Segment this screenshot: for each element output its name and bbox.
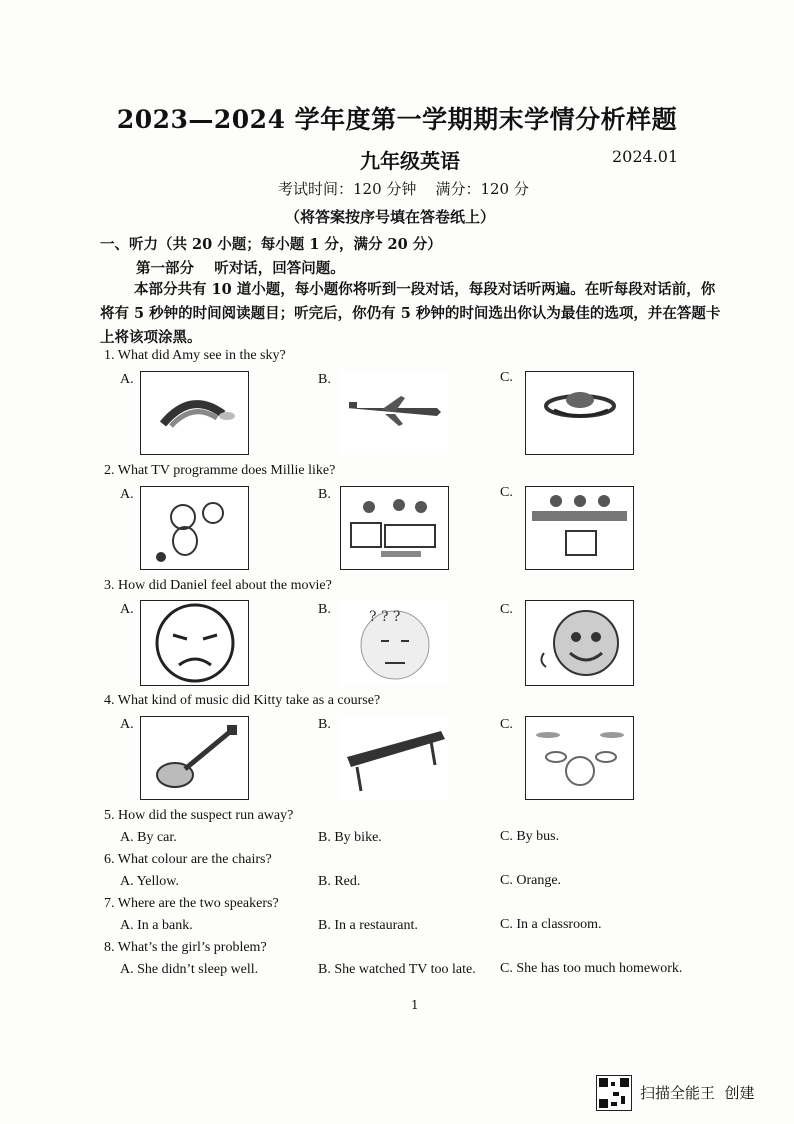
section-heading: 一、听力（共 20 小题；每小题 1 分，满分 20 分） — [100, 236, 442, 253]
option-label: A. — [120, 602, 134, 617]
answer-notice: （将答案按序号填在答卷纸上） — [285, 208, 496, 226]
exam-date: 2024.01 — [612, 147, 679, 166]
option-label: C. — [500, 602, 513, 617]
svg-text:? ? ?: ? ? ? — [369, 609, 401, 625]
page-number: 1 — [411, 998, 419, 1012]
exam-info: 考试时间：120 分钟 满分：120 分 — [278, 180, 529, 198]
question-stem: 7. Where are the two speakers? — [104, 896, 279, 911]
rainbow-icon — [140, 371, 249, 455]
instructions: 本部分共有 10 道小题，每小题你将听到一段对话，每段对话听两遍。在听每段对话前，你将有 5 秒钟的时间阅读题目；听完后，你仍有 5 秒钟的时间选出你认为最佳的选项，并在答题卡上将该项涂黑。 — [100, 281, 721, 346]
part-heading: 第一部分 听对话，回答问题。 — [136, 260, 345, 277]
option-label: B. By bike. — [318, 830, 382, 845]
option-label: B. Red. — [318, 874, 361, 889]
option-label: C. She has too much homework. — [500, 961, 683, 976]
option-label: A. Yellow. — [120, 874, 179, 889]
talk-show-icon — [340, 486, 449, 570]
option-label: C. In a classroom. — [500, 917, 602, 932]
option-label: B. — [318, 717, 331, 732]
option-label: A. — [120, 717, 134, 732]
option-label: B. — [318, 487, 331, 502]
cartoon-pigs-icon — [140, 486, 249, 570]
option-label: B. — [318, 372, 331, 387]
option-label: A. By car. — [120, 830, 177, 845]
option-label: C. — [500, 485, 513, 500]
question-stem: 4. What kind of music did Kitty take as a course? — [104, 693, 381, 708]
question-stem: 6. What colour are the chairs? — [104, 852, 272, 867]
page-subtitle: 九年级英语 — [360, 149, 460, 173]
option-label: C. — [500, 717, 513, 732]
ufo-icon — [525, 371, 634, 455]
option-label: B. In a restaurant. — [318, 918, 418, 933]
option-label: C. By bus. — [500, 829, 560, 844]
page-title: 2023—2024 学年度第一学期期末学情分析样题 — [116, 105, 678, 134]
sad-face-icon — [140, 600, 249, 686]
option-label: A. — [120, 372, 134, 387]
airplane-icon — [340, 371, 449, 455]
question-stem: 3. How did Daniel feel about the movie? — [104, 578, 332, 593]
qr-code-icon — [596, 1075, 632, 1111]
question-stem: 2. What TV programme does Millie like? — [104, 463, 336, 478]
scanner-watermark: 扫描全能王 创建 — [640, 1084, 755, 1102]
guzheng-icon — [340, 716, 449, 800]
option-label: A. — [120, 487, 134, 502]
question-stem: 1. What did Amy see in the sky? — [104, 348, 286, 363]
option-label: A. In a bank. — [120, 918, 193, 933]
happy-face-icon — [525, 600, 634, 686]
option-label: A. She didn’t sleep well. — [120, 962, 259, 977]
option-label: C. — [500, 370, 513, 385]
option-label: B. She watched TV too late. — [318, 962, 476, 977]
question-stem: 8. What’s the girl’s problem? — [104, 940, 267, 955]
question-stem: 5. How did the suspect run away? — [104, 808, 294, 823]
guitar-icon — [140, 716, 249, 800]
confused-face-icon — [340, 600, 449, 686]
option-label: B. — [318, 602, 331, 617]
shopping-scene-icon — [525, 486, 634, 570]
drum-kit-icon — [525, 716, 634, 800]
option-label: C. Orange. — [500, 873, 562, 888]
